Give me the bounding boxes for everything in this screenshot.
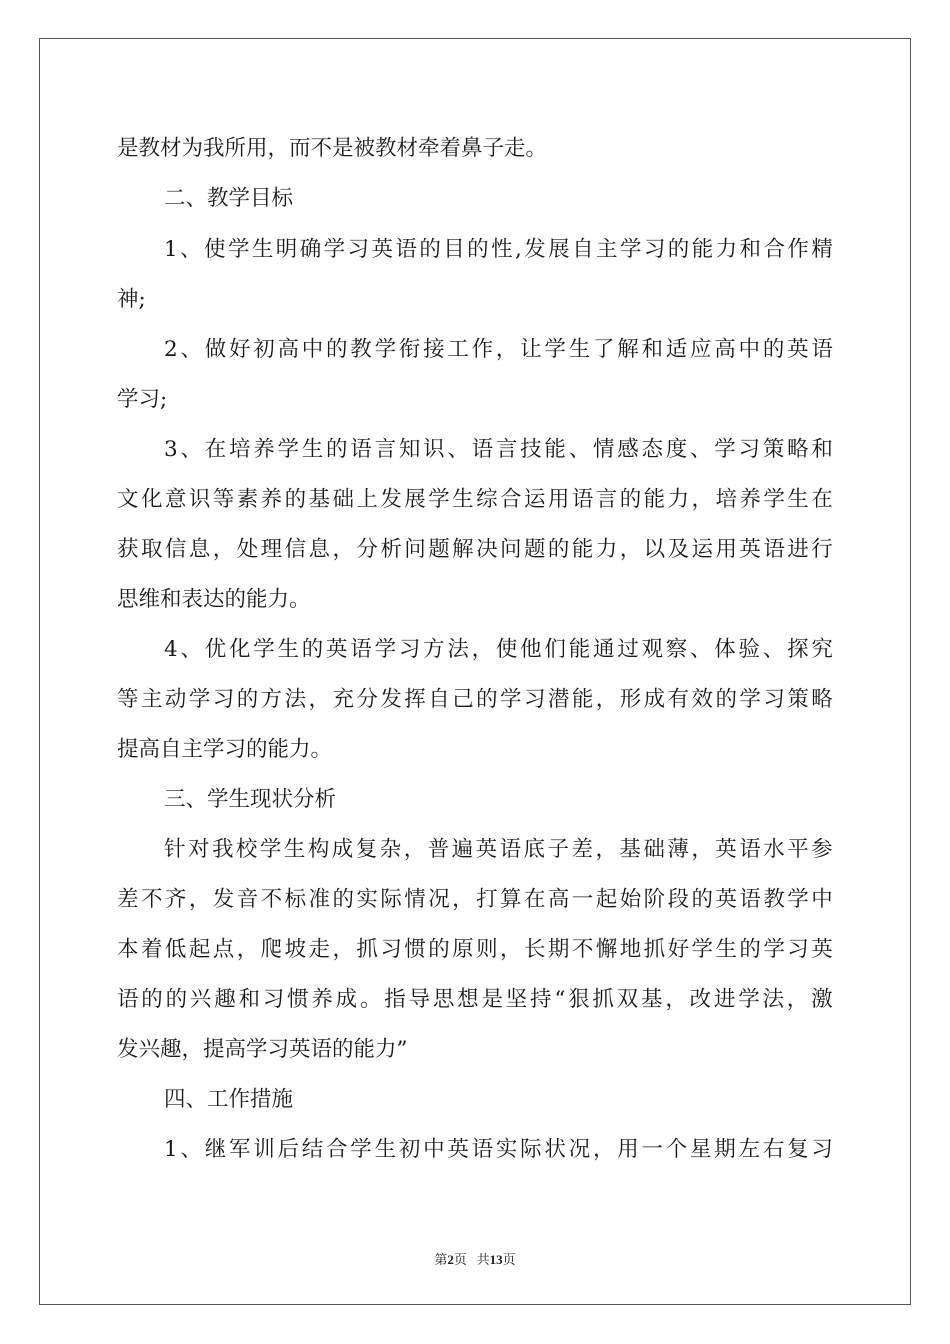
text-line: 4 、 优 化 学 生 的 英 语 学 习 方 法 ， 使 他 们 能 通 过 观 察 、 体 验 、 探 究 [164, 637, 833, 662]
text-line: 针 对 我 校 学 生 构 成 复 杂 ， 普 遍 英 语 底 子 差 ， 基 础 薄 ， 英 语 水 平 参 [164, 837, 833, 862]
page-frame [39, 38, 911, 1305]
text-line: 语 的 的 兴 趣 和 习 惯 养 成 。 指 导 思 想 是 坚 持 “ 狠 抓 双 基 ， 改 进 学 法 ， 激 [117, 987, 833, 1012]
text-line: 差 不 齐 ， 发 音 不 标 准 的 实 际 情 况 ， 打 算 在 高 一 起 始 阶 段 的 英 语 教 学 中 [117, 887, 833, 912]
text-line: 3 、 在 培 养 学 生 的 语 言 知 识 、 语 言 技 能 、 情 感 态 度 、 学 习 策 略 和 [164, 437, 833, 462]
text-line: 获 取 信 息 ， 处 理 信 息 ， 分 析 问 题 解 决 问 题 的 能 力 ， 以 及 运 用 英 语 进 行 [117, 537, 833, 562]
current-page-number: 2 [447, 1252, 454, 1267]
text-line: 学习; [117, 387, 168, 412]
text-line: 1 、 使 学 生 明 确 学 习 英 语 的 目 的 性 , 发 展 自 主 学 习 的 能 力 和 合 作 精 [164, 237, 833, 262]
total-page-number: 13 [489, 1252, 503, 1267]
page-footer [0, 1249, 950, 1268]
section-heading: 二、教学目标 [164, 186, 294, 211]
text-line: 本 着 低 起 点 ， 爬 坡 走 ， 抓 习 惯 的 原 则 ， 长 期 不 懈 地 抓 好 学 生 的 学 习 英 [117, 937, 833, 962]
text-line: 文 化 意 识 等 素 养 的 基 础 上 发 展 学 生 综 合 运 用 语 言 的 能 力 ， 培 养 学 生 在 [117, 487, 833, 512]
footer-suffix: 页 [502, 1252, 516, 1267]
section-heading: 四、工作措施 [164, 1087, 294, 1112]
footer-prefix: 第 [434, 1252, 448, 1267]
text-line: 提高自主学习的能力。 [117, 737, 333, 762]
text-line: 1 、 继 军 训 后 结 合 学 生 初 中 英 语 实 际 状 况 ， 用 一 个 星 期 左 右 复 习 [164, 1137, 833, 1162]
text-line: 神; [117, 287, 146, 312]
footer-mid: 页 共 [453, 1252, 490, 1267]
text-line: 发兴趣，提高学习英语的能力” [117, 1037, 408, 1062]
text-line: 2 、 做 好 初 高 中 的 教 学 衔 接 工 作 ， 让 学 生 了 解 和 适 应 高 中 的 英 语 [164, 337, 833, 362]
section-heading: 三、学生现状分析 [164, 787, 337, 812]
text-line: 是教材为我所用，而不是被教材牵着鼻子走。 [117, 136, 548, 161]
text-line: 等 主 动 学 习 的 方 法 ， 充 分 发 挥 自 己 的 学 习 潜 能 ， 形 成 有 效 的 学 习 策 略 [117, 687, 833, 712]
text-line: 思维和表达的能力。 [117, 587, 311, 612]
